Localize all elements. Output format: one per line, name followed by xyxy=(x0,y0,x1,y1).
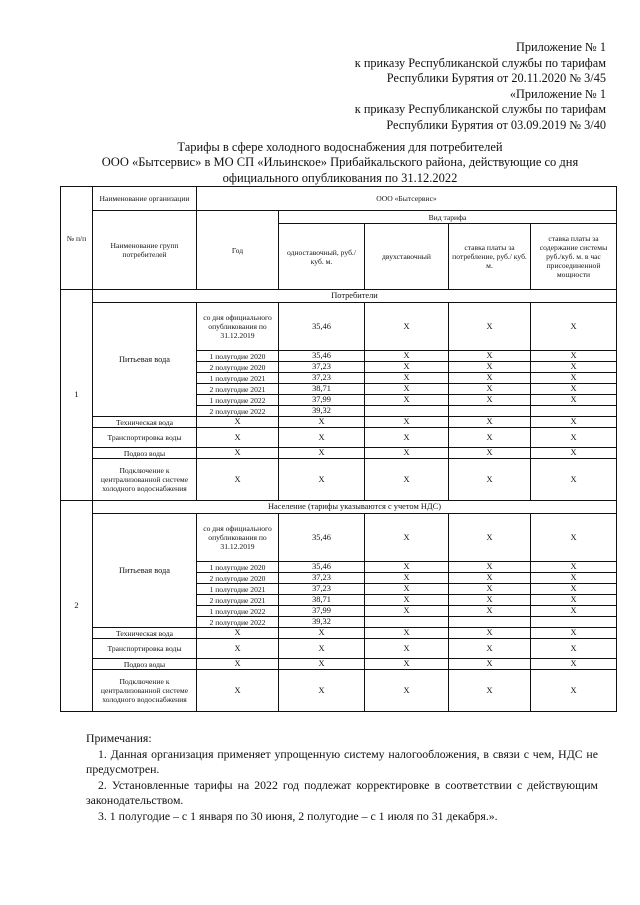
period-cell: 2 полугодие 2022 xyxy=(197,617,279,628)
single-rate-cell: 35,46 xyxy=(279,303,365,351)
two-rate-cell xyxy=(365,617,449,628)
consumption-rate-cell: Х xyxy=(449,303,531,351)
two-rate-cell: Х xyxy=(365,417,449,428)
notes xyxy=(86,731,598,825)
consumer-group-drinking-water: Питьевая вода xyxy=(93,303,197,417)
col-header-maintenance-rate: ставка платы за содержание системы руб./куб. м. в час присоединенной мощности xyxy=(531,224,617,290)
consumer-group-cell: Транспортировка воды xyxy=(93,428,197,448)
two-rate-cell: Х xyxy=(365,628,449,639)
consumption-rate-cell: Х xyxy=(449,448,531,459)
two-rate-cell: Х xyxy=(365,303,449,351)
period-cell: Х xyxy=(197,659,279,670)
period-cell: 1 полугодие 2020 xyxy=(197,562,279,573)
single-rate-cell: 35,46 xyxy=(279,351,365,362)
period-cell: Х xyxy=(197,448,279,459)
single-rate-cell: 35,46 xyxy=(279,562,365,573)
consumption-rate-cell: Х xyxy=(449,573,531,584)
two-rate-cell: Х xyxy=(365,606,449,617)
two-rate-cell: Х xyxy=(365,384,449,395)
two-rate-cell: Х xyxy=(365,639,449,659)
consumption-rate-cell: Х xyxy=(449,514,531,562)
single-rate-cell: Х xyxy=(279,417,365,428)
period-cell: Х xyxy=(197,628,279,639)
maintenance-rate-cell: Х xyxy=(531,395,617,406)
consumption-rate-cell: Х xyxy=(449,606,531,617)
col-header-organization: Наименование организации xyxy=(93,187,197,211)
maintenance-rate-cell: Х xyxy=(531,373,617,384)
maintenance-rate-cell: Х xyxy=(531,584,617,595)
consumption-rate-cell: Х xyxy=(449,417,531,428)
consumption-rate-cell: Х xyxy=(449,362,531,373)
single-rate-cell: Х xyxy=(279,670,365,712)
two-rate-cell: Х xyxy=(365,459,449,501)
title-line: ООО «Бытсервис» в МО СП «Ильинское» Прибайкальского района, действующие со дня xyxy=(101,155,579,170)
consumer-group-cell: Техническая вода xyxy=(93,628,197,639)
maintenance-rate-cell: Х xyxy=(531,417,617,428)
period-cell: 2 полугодие 2022 xyxy=(197,406,279,417)
title-line: Тарифы в сфере холодного водоснабжения для потребителей xyxy=(177,140,503,154)
maintenance-rate-cell: Х xyxy=(531,628,617,639)
col-header-year: Год xyxy=(197,211,279,290)
single-rate-cell: 37,23 xyxy=(279,584,365,595)
section-heading: Потребители xyxy=(93,290,617,303)
section-heading-row xyxy=(61,290,617,303)
col-header-consumer-group: Наименование групп потребителей xyxy=(93,211,197,290)
maintenance-rate-cell: Х xyxy=(531,595,617,606)
period-cell: 1 полугодие 2021 xyxy=(197,584,279,595)
consumption-rate-cell: Х xyxy=(449,384,531,395)
header-line: к приказу Республиканской службы по тарифам xyxy=(354,102,606,117)
period-cell: 2 полугодие 2020 xyxy=(197,362,279,373)
table-row xyxy=(61,303,617,351)
table-row xyxy=(61,459,617,501)
note-item: 3. 1 полугодие – с 1 января по 30 июня, 2 полугодие – с 1 июля по 31 декабря.». xyxy=(98,808,498,823)
col-header-tariff-kind: Вид тарифа xyxy=(279,211,617,224)
maintenance-rate-cell: Х xyxy=(531,659,617,670)
table-row xyxy=(61,670,617,712)
consumption-rate-cell: Х xyxy=(449,562,531,573)
consumption-rate-cell: Х xyxy=(449,628,531,639)
consumption-rate-cell: Х xyxy=(449,639,531,659)
single-rate-cell: 38,71 xyxy=(279,384,365,395)
two-rate-cell: Х xyxy=(365,659,449,670)
table-row xyxy=(61,428,617,448)
consumption-rate-cell: Х xyxy=(449,351,531,362)
section-number: 2 xyxy=(61,501,93,712)
table-row xyxy=(61,659,617,670)
consumption-rate-cell: Х xyxy=(449,584,531,595)
maintenance-rate-cell xyxy=(531,617,617,628)
table-row xyxy=(61,417,617,428)
two-rate-cell: Х xyxy=(365,351,449,362)
single-rate-cell: Х xyxy=(279,428,365,448)
col-header-two-rate: двухставочный xyxy=(365,224,449,290)
consumption-rate-cell: Х xyxy=(449,459,531,501)
single-rate-cell: 37,23 xyxy=(279,573,365,584)
two-rate-cell: Х xyxy=(365,573,449,584)
period-cell: 2 полугодие 2021 xyxy=(197,595,279,606)
consumption-rate-cell: Х xyxy=(449,670,531,712)
consumer-group-cell: Транспортировка воды xyxy=(93,639,197,659)
table-row xyxy=(61,628,617,639)
two-rate-cell xyxy=(365,406,449,417)
maintenance-rate-cell: Х xyxy=(531,562,617,573)
header-line: «Приложение № 1 xyxy=(509,86,606,101)
maintenance-rate-cell: Х xyxy=(531,514,617,562)
single-rate-cell: 35,46 xyxy=(279,514,365,562)
col-header-single-rate: одноставочный, руб./ куб. м. xyxy=(279,224,365,290)
maintenance-rate-cell: Х xyxy=(531,448,617,459)
single-rate-cell: Х xyxy=(279,659,365,670)
notes-title: Примечания: xyxy=(86,731,152,745)
two-rate-cell: Х xyxy=(365,373,449,384)
two-rate-cell: Х xyxy=(365,595,449,606)
two-rate-cell: Х xyxy=(365,362,449,373)
maintenance-rate-cell: Х xyxy=(531,303,617,351)
col-header-number: № п/п xyxy=(61,187,93,290)
header-line: к приказу Республиканской службы по тарифам xyxy=(354,55,606,70)
maintenance-rate-cell: Х xyxy=(531,459,617,501)
maintenance-rate-cell: Х xyxy=(531,428,617,448)
period-cell: 2 полугодие 2020 xyxy=(197,573,279,584)
two-rate-cell: Х xyxy=(365,428,449,448)
consumption-rate-cell xyxy=(449,617,531,628)
section-number: 1 xyxy=(61,290,93,501)
single-rate-cell: 37,99 xyxy=(279,395,365,406)
single-rate-cell: Х xyxy=(279,459,365,501)
period-cell: 1 полугодие 2022 xyxy=(197,606,279,617)
maintenance-rate-cell: Х xyxy=(531,351,617,362)
table-row xyxy=(61,514,617,562)
period-cell: Х xyxy=(197,417,279,428)
single-rate-cell: Х xyxy=(279,639,365,659)
two-rate-cell: Х xyxy=(365,395,449,406)
period-cell: Х xyxy=(197,670,279,712)
two-rate-cell: Х xyxy=(365,670,449,712)
consumption-rate-cell: Х xyxy=(449,659,531,670)
header-line: Республики Бурятия от 03.09.2019 № 3/40 xyxy=(386,117,606,132)
consumer-group-drinking-water: Питьевая вода xyxy=(93,514,197,628)
table-row xyxy=(61,639,617,659)
section-heading-row xyxy=(61,501,617,514)
two-rate-cell: Х xyxy=(365,514,449,562)
maintenance-rate-cell: Х xyxy=(531,384,617,395)
two-rate-cell: Х xyxy=(365,448,449,459)
col-header-consumption-rate: ставка платы за потребление, руб./ куб. м. xyxy=(449,224,531,290)
header-line: Приложение № 1 xyxy=(515,40,606,54)
maintenance-rate-cell: Х xyxy=(531,362,617,373)
single-rate-cell: 39,32 xyxy=(279,406,365,417)
maintenance-rate-cell: Х xyxy=(531,573,617,584)
two-rate-cell: Х xyxy=(365,562,449,573)
section-heading: Население (тарифы указываются с учетом НДС) xyxy=(93,501,617,514)
consumption-rate-cell: Х xyxy=(449,595,531,606)
single-rate-cell: 37,23 xyxy=(279,373,365,384)
document-title xyxy=(60,140,620,186)
consumption-rate-cell: Х xyxy=(449,373,531,384)
consumer-group-cell: Подключение к централизованной системе холодного водоснабжения xyxy=(93,670,197,712)
maintenance-rate-cell: Х xyxy=(531,606,617,617)
table-row xyxy=(61,448,617,459)
period-cell: со дня официального опубликования по 31.12.2019 xyxy=(197,303,279,351)
consumer-group-cell: Подключение к централизованной системе холодного водоснабжения xyxy=(93,459,197,501)
consumer-group-cell: Техническая вода xyxy=(93,417,197,428)
period-cell: 2 полугодие 2021 xyxy=(197,384,279,395)
two-rate-cell: Х xyxy=(365,584,449,595)
period-cell: 1 полугодие 2020 xyxy=(197,351,279,362)
period-cell: со дня официального опубликования по 31.12.2019 xyxy=(197,514,279,562)
maintenance-rate-cell: Х xyxy=(531,639,617,659)
single-rate-cell: 39,32 xyxy=(279,617,365,628)
note-item: 2. Установленные тарифы на 2022 год подлежат корректировке в соответствии с действующим законодательством. xyxy=(86,777,598,808)
header-line: Республики Бурятия от 20.11.2020 № 3/45 xyxy=(386,71,606,86)
single-rate-cell: 37,99 xyxy=(279,606,365,617)
organization-name: ООО «Бытсервис» xyxy=(197,187,617,211)
document-header xyxy=(355,40,606,134)
period-cell: 1 полугодие 2021 xyxy=(197,373,279,384)
maintenance-rate-cell xyxy=(531,406,617,417)
consumer-group-cell: Подвоз воды xyxy=(93,448,197,459)
note-item: 1. Данная организация применяет упрощенную систему налогообложения, в связи с чем, НДС не предусмотрен. xyxy=(86,746,598,777)
single-rate-cell: Х xyxy=(279,628,365,639)
period-cell: 1 полугодие 2022 xyxy=(197,395,279,406)
period-cell: Х xyxy=(197,428,279,448)
single-rate-cell: 37,23 xyxy=(279,362,365,373)
title-line: официального опубликования по 31.12.2022 xyxy=(222,170,458,185)
period-cell: Х xyxy=(197,459,279,501)
period-cell: Х xyxy=(197,639,279,659)
single-rate-cell: 38,71 xyxy=(279,595,365,606)
tariff-table xyxy=(60,186,617,712)
consumption-rate-cell xyxy=(449,406,531,417)
single-rate-cell: Х xyxy=(279,448,365,459)
maintenance-rate-cell: Х xyxy=(531,670,617,712)
consumption-rate-cell: Х xyxy=(449,428,531,448)
consumption-rate-cell: Х xyxy=(449,395,531,406)
consumer-group-cell: Подвоз воды xyxy=(93,659,197,670)
